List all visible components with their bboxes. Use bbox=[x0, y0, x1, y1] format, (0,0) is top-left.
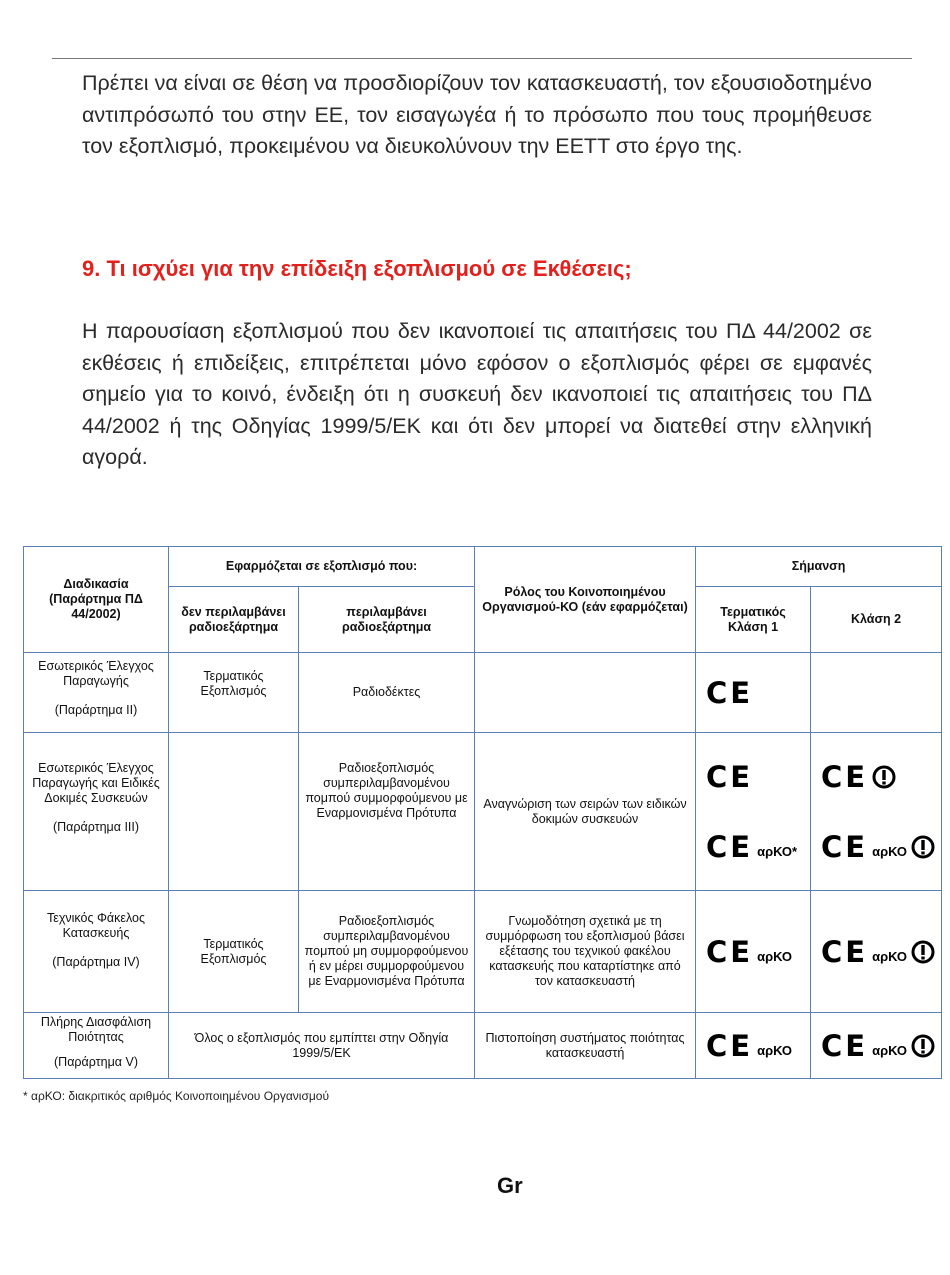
role-cell: Πιστοποίηση συστήματος ποιότητας κατασκευαστή bbox=[475, 1013, 696, 1079]
with-radio-cell: Ραδιοεξοπλισμός συμπεριλαμβανομένου πομπού συμμορφούμενου με Εναρμονισμένα Πρότυπα bbox=[299, 733, 475, 891]
page-language-label: Gr bbox=[497, 1173, 523, 1198]
notified-body-number: αρΚΟ bbox=[757, 1043, 793, 1058]
notified-body-number: αρΚΟ bbox=[872, 949, 908, 964]
annex-label: (Παράρτημα ΙΙΙ) bbox=[52, 820, 140, 834]
notified-body-number: αρΚΟ bbox=[757, 949, 793, 964]
role-cell: Αναγνώριση των σειρών των ειδικών δοκιμών συσκευών bbox=[475, 733, 696, 891]
footnote: * αρΚΟ: διακριτικός αριθμός Κοινοποιημένου Οργανισμού bbox=[23, 1089, 330, 1103]
procedure-name: Εσωτερικός Έλεγχος Παραγωγής bbox=[38, 659, 154, 688]
class1-marking-cell bbox=[696, 1013, 811, 1079]
ce-mark-icon: CE bbox=[706, 934, 754, 969]
table-row bbox=[24, 653, 942, 733]
class2-marking-cell bbox=[811, 1013, 942, 1079]
procedure-cell bbox=[24, 1013, 169, 1079]
notified-body-number: αρΚΟ* bbox=[757, 844, 798, 859]
class1-marking-cell bbox=[696, 733, 811, 891]
alert-mark-icon bbox=[911, 1034, 935, 1058]
ce-mark-icon: CE bbox=[821, 934, 869, 969]
header-applies-to: Εφαρμόζεται σε εξοπλισμό που: bbox=[169, 547, 475, 587]
procedure-name: Τεχνικός Φάκελος Κατασκευής bbox=[46, 911, 146, 940]
with-radio-cell: Ραδιοδέκτες bbox=[299, 653, 475, 733]
ce-mark-icon: CE bbox=[706, 675, 754, 710]
table-row bbox=[24, 891, 942, 1013]
no-radio-cell bbox=[169, 733, 299, 891]
header-marking: Σήμανση bbox=[696, 547, 942, 587]
ce-mark-icon: CE bbox=[821, 1028, 869, 1063]
top-divider bbox=[52, 58, 912, 59]
procedure-name: Εσωτερικός Έλεγχος Παραγωγής και Ειδικές Δοκιμές Συσκευών bbox=[32, 761, 160, 805]
header-class2: Κλάση 2 bbox=[811, 587, 942, 653]
header-class1: Τερματικός Κλάση 1 bbox=[696, 587, 811, 653]
class2-marking-cell bbox=[811, 733, 942, 891]
header-no-radio: δεν περιλαμβάνει ραδιοεξάρτημα bbox=[169, 587, 299, 653]
no-radio-cell: Τερματικός Εξοπλισμός bbox=[169, 653, 299, 733]
conformity-procedures-table bbox=[23, 546, 942, 1079]
notified-body-number: αρΚΟ bbox=[872, 844, 908, 859]
role-cell: Γνωμοδότηση σχετικά με τη συμμόρφωση του εξοπλισμού βάσει εξέτασης του τεχνικού φακέλου κατασκευής που καταρτίστηκε από τον κατασκευαστή bbox=[475, 891, 696, 1013]
alert-mark-icon bbox=[911, 940, 935, 964]
ce-mark-icon: CE bbox=[821, 829, 869, 864]
annex-label: (Παράρτημα V) bbox=[54, 1055, 138, 1069]
no-radio-cell: Τερματικός Εξοπλισμός bbox=[169, 891, 299, 1013]
class2-marking-cell bbox=[811, 891, 942, 1013]
ce-mark-icon: CE bbox=[821, 759, 869, 794]
header-procedure: Διαδικασία (Παράρτημα ΠΔ 44/2002) bbox=[24, 547, 169, 653]
alert-mark-icon bbox=[872, 765, 896, 789]
with-radio-cell: Ραδιοεξοπλισμός συμπεριλαμβανομένου πομπού μη συμμορφούμενου ή εν μέρει συμμορφούμενου με Εναρμονισμένα Πρότυπα bbox=[299, 891, 475, 1013]
header-with-radio: περιλαμβάνει ραδιοεξάρτημα bbox=[299, 587, 475, 653]
class2-marking-cell bbox=[811, 653, 942, 733]
alert-mark-icon bbox=[911, 835, 935, 859]
procedure-cell bbox=[24, 653, 169, 733]
merged-equipment-cell: Όλος ο εξοπλισμός που εμπίπτει στην Οδηγία 1999/5/ΕΚ bbox=[169, 1013, 475, 1079]
table-row bbox=[24, 1013, 942, 1079]
section-heading: 9. Τι ισχύει για την επίδειξη εξοπλισμού σε Εκθέσεις; bbox=[82, 256, 632, 281]
header-role: Ρόλος του Κοινοποιημένου Οργανισμού-ΚΟ (εάν εφαρμόζεται) bbox=[475, 547, 696, 653]
class1-marking-cell bbox=[696, 653, 811, 733]
procedure-name: Πλήρης Διασφάλιση Ποιότητας bbox=[40, 1015, 152, 1044]
ce-mark-icon: CE bbox=[706, 1028, 754, 1063]
notified-body-number: αρΚΟ bbox=[872, 1043, 908, 1058]
section-paragraph: Η παρουσίαση εξοπλισμού που δεν ικανοποιεί τις απαιτήσεις του ΠΔ 44/2002 σε εκθέσεις ή επιδείξεις, επιτρέπεται μόνο εφόσον ο εξοπλισμός φέρει σε εμφανές σημείο για το κοινό, ένδειξη ότι η συσκευή δεν ικανοποιεί τις απαιτήσεις του ΠΔ 44/2002 ή της Οδηγίας 1999/5/ΕΚ και ότι δεν μπορεί να διατεθεί στην ελληνική αγορά. bbox=[82, 319, 872, 469]
procedure-cell bbox=[24, 891, 169, 1013]
class1-marking-cell bbox=[696, 891, 811, 1013]
procedure-cell bbox=[24, 733, 169, 891]
role-cell bbox=[475, 653, 696, 733]
annex-label: (Παράρτημα ΙV) bbox=[52, 955, 140, 969]
annex-label: (Παράρτημα ΙΙ) bbox=[54, 703, 138, 717]
intro-paragraph: Πρέπει να είναι σε θέση να προσδιορίζουν τον κατασκευαστή, τον εξουσιοδοτημένο αντιπρόσωπό του στην ΕΕ, τον εισαγωγέα ή το πρόσωπο που τους προμήθευσε τον εξοπλισμό, προκειμένου να διευκολύνουν την ΕΕΤΤ στο έργο της. bbox=[82, 71, 872, 158]
ce-mark-icon: CE bbox=[706, 829, 754, 864]
ce-mark-icon: CE bbox=[706, 759, 754, 794]
table-row bbox=[24, 733, 942, 891]
